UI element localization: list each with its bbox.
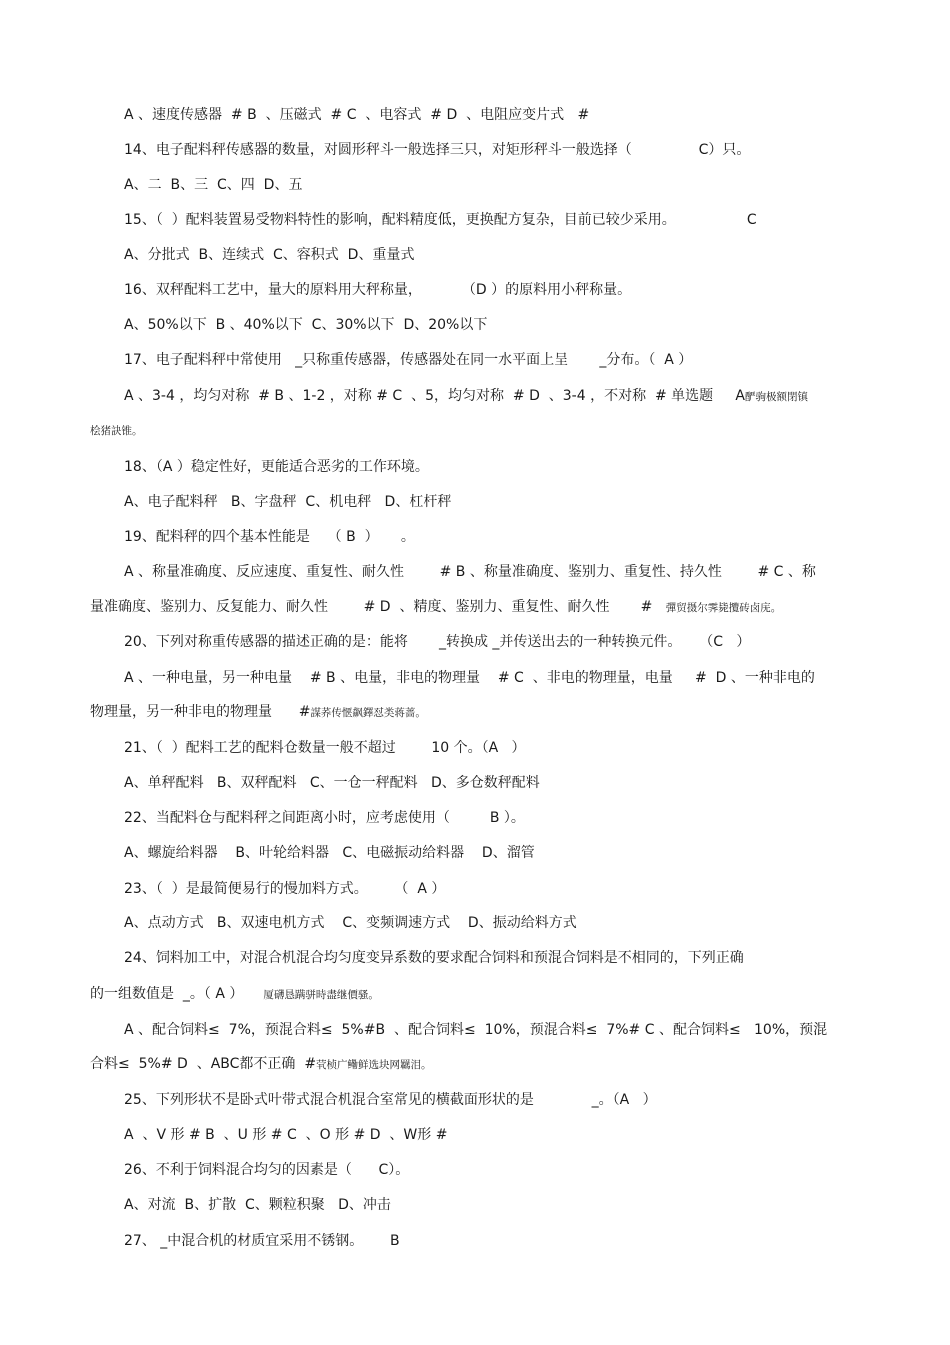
line-text: 19、配料秤的四个基本性能是 （ B ） 。: [124, 529, 415, 545]
line-text: 14、电子配料秤传感器的数量，对圆形秤斗一般选择三只，对矩形秤斗一般选择（ C）只。: [124, 142, 751, 158]
line-text: 23、（ ）是最简便易行的慢加料方式。 （ A ）: [124, 881, 446, 897]
line-text: 21、（ ）配料工艺的配料仓数量一般不超过 10 个。（A ）: [124, 740, 526, 756]
line-text: A 、速度传感器 # B 、压磁式 # C 、电容式 # D 、电阻应变片式 #: [124, 107, 590, 123]
text-line: [124, 844, 535, 862]
line-text: 物理量，另一种非电的物理量 #: [90, 704, 311, 720]
garbled-note: 彈贸摄尔霁毙攬砖卤庑。: [652, 602, 782, 614]
text-line: [90, 598, 781, 617]
text-line: [124, 1091, 657, 1109]
line-text: A、50%以下 B 、40%以下 C、30%以下 D、20%以下: [124, 317, 488, 333]
line-text: 25、下列形状不是卧式叶带式混合机混合室常见的横截面形状的是 _。（A ）: [124, 1092, 657, 1108]
line-text: A、分批式 B、连续式 C、容积式 D、重量式: [124, 247, 415, 263]
line-text: A、电子配料秤 B、字盘秤 C、机电秤 D、杠杆秤: [124, 494, 452, 510]
line-text: 17、电子配料秤中常使用 _只称重传感器，传感器处在同一水平面上呈 _分布。（ A ）: [124, 352, 693, 368]
line-text: A 、配合饲料≤ 7%，预混合料≤ 5%#B 、配合饲料≤ 10%，预混合料≤ 7%# C 、配合饲料≤ 10%，预混: [124, 1022, 828, 1038]
line-text: 的一组数值是 _。（ A ）: [90, 986, 244, 1002]
text-line: [90, 1055, 432, 1074]
garbled-note: 酽驹极额閉镇: [745, 391, 808, 403]
text-line: [124, 1196, 391, 1214]
line-text: 22、当配料仓与配料秤之间距离小时，应考虑使用（ B ）。: [124, 810, 525, 826]
text-line: [90, 421, 143, 440]
line-text: A、二 B、三 C、四 D、五: [124, 177, 303, 193]
line-text: 20、下列对称重传感器的描述正确的是：能将 _转换成 _并传送出去的一种转换元件。 （C ）: [124, 634, 751, 650]
line-text: A 、一种电量，另一种电量 # B 、电量，非电的物理量 # C 、非电的物理量，电量 # D 、一种非电的: [124, 670, 815, 686]
text-line: [124, 246, 414, 264]
line-text: A、单秤配料 B、双秤配料 C、一仓一秤配料 D、多仓数秤配料: [124, 775, 540, 791]
text-line: [124, 106, 589, 124]
text-line: [124, 141, 750, 159]
text-line: [124, 1232, 400, 1250]
line-text: A 、3-4 ，均匀对称 # B 、1-2 ，对称 # C 、5，均匀对称 # D 、3-4 ，不对称 # 单选题 A: [124, 388, 745, 404]
line-text: 24、饲料加工中，对混合机混合均匀度变异系数的要求配合饲料和预混合饲料是不相同的，下列正确: [124, 950, 744, 966]
garbled-note: 桧猪訣锥。: [90, 425, 143, 437]
text-line: [124, 914, 577, 932]
text-line: [124, 774, 540, 792]
line-text: A、点动方式 B、双速电机方式 C、变频调速方式 D、振动给料方式: [124, 915, 577, 931]
garbled-note: 厦礴恳蹒骈時盡继價骚。: [243, 989, 379, 1001]
text-line: [90, 985, 379, 1004]
text-line: [124, 633, 750, 651]
line-text: 27、 _中混合机的材质宜采用不锈钢。 B: [124, 1233, 400, 1249]
text-line: [124, 1126, 447, 1144]
line-text: 15、（ ）配料装置易受物料特性的影响，配料精度低，更换配方复杂，目前已较少采用。 C: [124, 212, 757, 228]
text-line: [90, 703, 426, 722]
line-text: A 、称量准确度、反应速度、重复性、耐久性 # B 、称量准确度、鉴别力、重复性、持久性 # C 、称: [124, 564, 816, 580]
line-text: A、螺旋给料器 B、叶轮给料器 C、电磁振动给料器 D、溜管: [124, 845, 535, 861]
text-line: [124, 458, 429, 476]
line-text: 18、（A ）稳定性好，更能适合恶劣的工作环境。: [124, 459, 429, 475]
line-text: 量准确度、鉴别力、反复能力、耐久性 # D 、精度、鉴别力、重复性、耐久性 #: [90, 599, 653, 615]
line-text: 合料≤ 5%# D 、ABC都不正确 #: [90, 1056, 317, 1072]
text-line: [124, 528, 415, 546]
text-line: [124, 563, 816, 581]
text-line: [124, 949, 744, 967]
text-line: [124, 387, 808, 406]
text-line: [124, 809, 525, 827]
text-line: [124, 211, 757, 229]
text-line: [124, 1021, 827, 1039]
line-text: A 、V 形 # B 、U 形 # C 、O 形 # D 、W形 #: [124, 1127, 448, 1143]
text-line: [124, 1161, 409, 1179]
text-line: [124, 739, 526, 757]
line-text: A、对流 B、扩散 C、颗粒积聚 D、冲击: [124, 1197, 391, 1213]
garbled-note: 茕桢广鳓鲜选块网羈泪。: [316, 1059, 432, 1071]
text-line: [124, 351, 692, 369]
text-line: [124, 281, 631, 299]
text-line: [124, 176, 302, 194]
line-text: 26、不利于饲料混合均匀的因素是（ C）。: [124, 1162, 410, 1178]
text-line: [124, 493, 451, 511]
text-line: [124, 880, 445, 898]
garbled-note: 謀荞传惬飙鐸怼类蒋蔷。: [310, 707, 426, 719]
text-line: [124, 316, 487, 334]
text-line: [124, 669, 815, 687]
line-text: 16、双秤配料工艺中，量大的原料用大秤称量， （D ）的原料用小秤称量。: [124, 282, 632, 298]
